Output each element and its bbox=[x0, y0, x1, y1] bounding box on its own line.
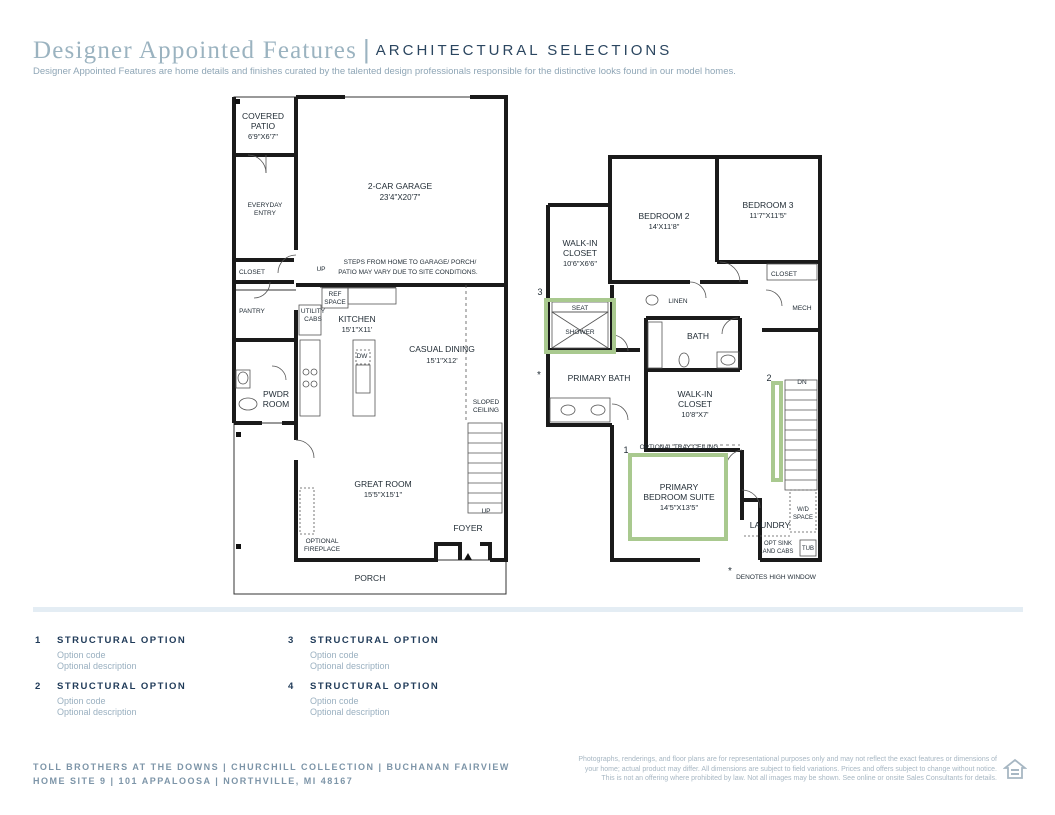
walkin-closet1-dim: 10'6"X6'6" bbox=[562, 259, 598, 268]
tub-label: TUB bbox=[802, 546, 814, 552]
section-divider bbox=[33, 607, 1023, 612]
option-code: Option code bbox=[310, 650, 359, 660]
disclaimer-line-1: Photographs, renderings, and floor plans are for representational purposes only and may not reflect the exact features or dimensions of bbox=[578, 756, 997, 763]
up-label-1: UP bbox=[316, 266, 326, 273]
walkin-closet2-dim: 10'8"X7' bbox=[681, 410, 709, 419]
wd-label: W/D bbox=[797, 507, 809, 513]
everyday-entry-label: EVERYDAY bbox=[247, 202, 283, 209]
bedroom3-label: BEDROOM 3 bbox=[742, 200, 794, 210]
section-title: ARCHITECTURAL SELECTIONS bbox=[375, 42, 673, 59]
casual-dining-dim: 15'1"X12' bbox=[426, 356, 458, 365]
garage-label: 2-CAR GARAGE bbox=[367, 181, 433, 191]
disclaimer-line-3: This is not an offering where prohibited by law. Not all images may be shown. See online or onsite Sales Consultants for details. bbox=[601, 775, 997, 782]
title-separator: | bbox=[363, 34, 370, 64]
community-line: TOLL BROTHERS AT THE DOWNS | CHURCHILL COLLECTION | BUCHANAN FAIRVIEW bbox=[33, 762, 510, 772]
ref-space-label: SPACE bbox=[324, 299, 346, 306]
high-window-legend: DENOTES HIGH WINDOW bbox=[736, 574, 816, 581]
walkin-closet1-label-2: CLOSET bbox=[562, 248, 598, 258]
option-number: 2 bbox=[35, 681, 41, 692]
second-floor-plan bbox=[537, 157, 820, 581]
option-number: 3 bbox=[288, 635, 294, 646]
shower-label: SHOWER bbox=[565, 329, 595, 336]
steps-note-1: STEPS FROM HOME TO GARAGE/ PORCH/ bbox=[343, 259, 477, 266]
option-marker-3: 3 bbox=[537, 287, 543, 297]
utility-cabs-label: CABS bbox=[304, 316, 322, 323]
optional-fireplace-label: OPTIONAL bbox=[305, 538, 339, 545]
sloped-ceiling-label-2: CEILING bbox=[472, 407, 500, 414]
wd-space-label: SPACE bbox=[793, 515, 813, 521]
ref-label: REF bbox=[328, 291, 342, 298]
mech-label: MECH bbox=[792, 305, 812, 312]
option-code: Option code bbox=[57, 696, 106, 706]
address-line: HOME SITE 9 | 101 APPALOOSA | NORTHVILLE, MI 48167 bbox=[33, 776, 354, 786]
dishwasher-label: DW bbox=[356, 353, 368, 360]
laundry-label: LAUNDRY bbox=[749, 520, 791, 530]
page-subtitle: Designer Appointed Features are home details and finishes curated by the talented design professionals responsible for the distinctive looks found in our model homes. bbox=[33, 66, 736, 77]
powder-room-label-2: ROOM bbox=[262, 399, 290, 409]
up-label-2: UP bbox=[481, 508, 491, 515]
down-label: DN bbox=[797, 379, 807, 386]
casual-dining-label: CASUAL DINING bbox=[409, 344, 475, 354]
covered-patio-label-2: PATIO bbox=[250, 121, 276, 131]
page-title: Designer Appointed Features bbox=[33, 37, 358, 64]
legend-asterisk: * bbox=[728, 566, 732, 577]
powder-room-label: PWDR bbox=[263, 389, 289, 399]
walkin-closet1-label: WALK-IN bbox=[562, 238, 598, 248]
kitchen-label: KITCHEN bbox=[338, 314, 376, 324]
community-info bbox=[33, 760, 510, 788]
great-room-label: GREAT ROOM bbox=[354, 479, 412, 489]
primary-suite-dim: 14'5"X13'5" bbox=[659, 503, 699, 512]
bedroom2-dim: 14'X11'8" bbox=[648, 222, 680, 231]
bedroom3-dim: 11'7"X11'5" bbox=[749, 211, 787, 220]
equal-housing-opportunity-icon bbox=[1003, 757, 1027, 781]
walkin-closet2-label: WALK-IN bbox=[677, 389, 713, 399]
option-code: Option code bbox=[310, 696, 359, 706]
covered-patio-label: COVERED bbox=[241, 111, 285, 121]
primary-suite-label-2: BEDROOM SUITE bbox=[643, 492, 715, 502]
kitchen-dim: 15'1"X11' bbox=[341, 325, 373, 334]
option-title: STRUCTURAL OPTION bbox=[57, 681, 187, 692]
bath-label: BATH bbox=[686, 331, 710, 341]
sloped-ceiling-label: SLOPED bbox=[472, 399, 500, 406]
utility-label: UTILITY bbox=[300, 308, 326, 315]
primary-suite-label: PRIMARY bbox=[659, 482, 699, 492]
seat-label: SEAT bbox=[571, 305, 589, 312]
opt-sink-label: OPT SINK bbox=[764, 541, 792, 547]
option-title: STRUCTURAL OPTION bbox=[57, 635, 187, 646]
garage-dim: 23'4"X20'7" bbox=[379, 193, 421, 202]
option-description: Optional description bbox=[57, 707, 137, 717]
pantry-label: PANTRY bbox=[239, 308, 265, 315]
porch-label: PORCH bbox=[354, 573, 386, 583]
covered-patio-dim: 6'9"X6'7" bbox=[248, 132, 278, 141]
primary-bath-label: PRIMARY BATH bbox=[567, 373, 631, 383]
everyday-entry-label-2: ENTRY bbox=[254, 210, 276, 217]
option-2-highlight bbox=[773, 383, 781, 480]
option-number: 4 bbox=[288, 681, 294, 692]
foyer-label: FOYER bbox=[453, 523, 483, 533]
option-title: STRUCTURAL OPTION bbox=[310, 681, 440, 692]
steps-note-2: PATIO MAY VARY DUE TO SITE CONDITIONS. bbox=[338, 269, 478, 276]
option-number: 1 bbox=[35, 635, 41, 646]
option-code: Option code bbox=[57, 650, 106, 660]
option-description: Optional description bbox=[310, 707, 390, 717]
option-description: Optional description bbox=[57, 661, 137, 671]
option-marker-1: 1 bbox=[623, 445, 629, 455]
disclaimer bbox=[527, 755, 997, 784]
tray-ceiling-label: OPTIONAL TRAY CEILING bbox=[639, 444, 719, 451]
closet-label: CLOSET bbox=[238, 269, 266, 276]
disclaimer-line-2: your home; actual product may differ. All dimensions are subject to field variations. Prices and offers subject to change without notice. bbox=[584, 765, 997, 773]
option-marker-2: 2 bbox=[766, 373, 772, 383]
linen-label: LINEN bbox=[668, 298, 688, 305]
bedroom2-label: BEDROOM 2 bbox=[638, 211, 690, 221]
first-floor-plan bbox=[234, 97, 506, 594]
closet-label-2: CLOSET bbox=[770, 271, 798, 278]
high-window-asterisk: * bbox=[537, 370, 541, 381]
opt-sink-cabs-label: AND CABS bbox=[762, 549, 794, 555]
option-title: STRUCTURAL OPTION bbox=[310, 635, 440, 646]
option-description: Optional description bbox=[310, 661, 390, 671]
great-room-dim: 15'5"X15'1" bbox=[363, 490, 403, 499]
walkin-closet2-label-2: CLOSET bbox=[677, 399, 713, 409]
optional-fireplace-label-2: FIREPLACE bbox=[303, 546, 341, 553]
